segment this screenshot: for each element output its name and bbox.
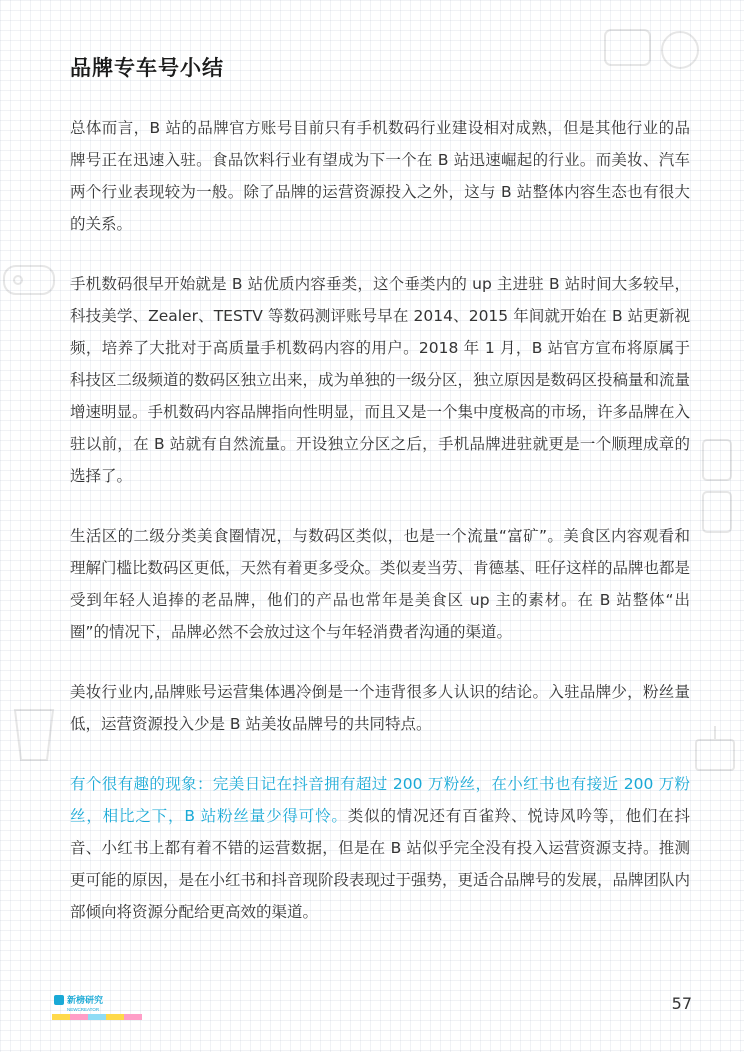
paragraph-beauty: 美妆行业内,品牌账号运营集体遇冷倒是一个违背很多人认识的结论。入驻品牌少，粉丝量低，运营资源投入少是 B 站美妆品牌号的共同特点。 [70,683,690,733]
paragraph-overview: 总体而言，B 站的品牌官方账号目前只有手机数码行业建设相对成熟，但是其他行业的品牌号正在迅速入驻。食品饮料行业有望成为下一个在 B 站迅速崛起的行业。而美妆、汽车两个行业表现较为一般。除了品牌的运营资源投入之外，这与 B 站整体内容生态也有很大的关系。 [70,119,690,233]
page-number: 57 [671,994,692,1013]
page-title: 品牌专车号小结 [70,56,224,80]
paragraph-digital: 手机数码很早开始就是 B 站优质内容垂类，这个垂类内的 up 主进驻 B 站时间大多较早，科技美学、Zealer、TESTV 等数码测评账号早在 2014、2015 年间就开始在 B 站更新视频，培养了大批对于高质量手机数码内容的用户。2018 年 1 月，B 站官方宣布将原属于科技区二级频道的数码区独立出来，成为单独的一级分区，独立原因是数码区投稿量和流量增速明显。手机数码内容品牌指向性明显，而且又是一个集中度极高的市场，许多品牌在入驻以前，在 B 站就有自然流量。开设独立分区之后，手机品牌进驻就更是一个顺理成章的选择了。 [70,275,691,485]
paragraph-example-rest: 类似的情况还有百雀羚、悦诗风吟等，他们在抖音、小红书上都有着不错的运营数据，但是在 B 站似乎完全没有投入运营资源支持。推测更可能的原因，是在小红书和抖音现阶段表现过于强势，更适合品牌号的发展，品牌团队内部倾向将资源分配给更高效的渠道。 [70,807,691,921]
doodle-drink-icon [695,430,740,540]
doodle-cake-icon [690,720,740,780]
brand-logo [52,992,142,1022]
logo-text: 新榜研究 [67,995,104,1005]
doodle-gamepad-icon [0,250,60,310]
paragraph-example [70,768,690,928]
paragraph-food: 生活区的二级分类美食圈情况，与数码区类似，也是一个流量“富矿”。美食区内容观看和理解门槛比数码区更低，天然有着更多受众。类似麦当劳、肯德基、旺仔这样的品牌也都是受到年轻人追捧的老品牌，他们的产品也常年是美食区 up 主的素材。在 B 站整体“出圈”的情况下，品牌必然不会放过这个与年轻消费者沟通的渠道。 [70,527,691,641]
doodle-food-icon [600,20,710,80]
doodle-cup-icon [5,700,65,770]
logo-subtext: NEWCREATOR [67,1007,100,1012]
highlighted-text: 有个很有趣的现象：完美日记在抖音拥有超过 200 万粉丝，在小红书也有接近 200 万粉丝，相比之下，B 站粉丝量少得可怜。 [70,775,690,825]
article-body [70,112,690,956]
brand-logo-icon [52,992,142,1022]
